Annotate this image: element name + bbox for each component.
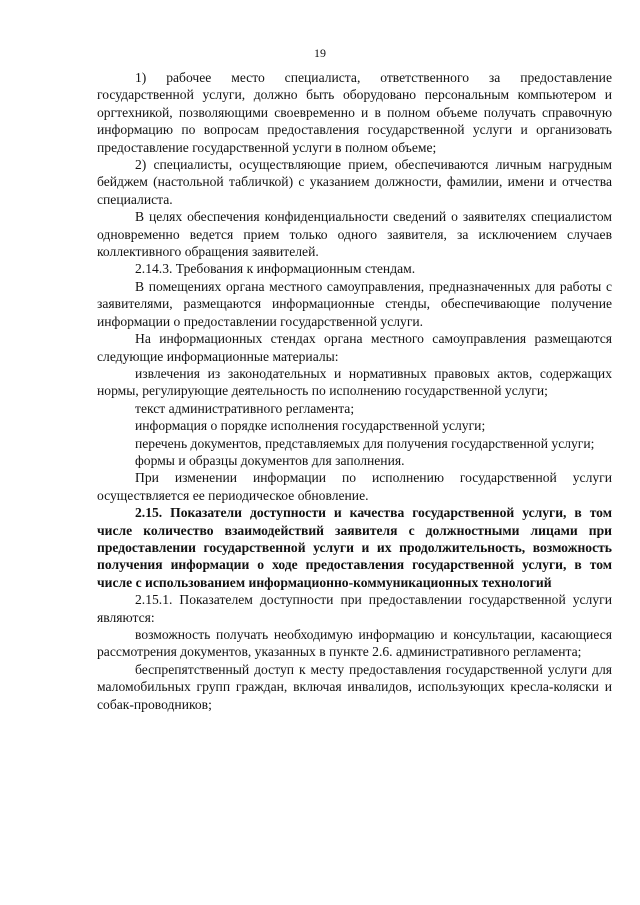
paragraph: На информационных стендах органа местного самоуправления размещаются следующие информационные материалы: bbox=[97, 331, 612, 364]
paragraph: формы и образцы документов для заполнения. bbox=[135, 452, 405, 468]
paragraph: беспрепятственный доступ к месту предоставления государственной услуги для маломобильных групп граждан, включая инвалидов, использующих кресла-коляски и собак-проводников; bbox=[97, 661, 612, 712]
paragraph: перечень документов, представляемых для получения государственной услуги; bbox=[135, 435, 595, 451]
document-body bbox=[97, 69, 612, 713]
paragraph: 1) рабочее место специалиста, ответственного за предоставление государственной услуги, должно быть оборудовано персональным компьютером и оргтехникой, позволяющими своевременно и в полном объеме получать справочную информацию по вопросам предоставления государственной услуги и организовать предоставление государственной услуги в полном объеме; bbox=[97, 70, 612, 155]
page-number: 19 bbox=[314, 46, 326, 60]
paragraph: возможность получать необходимую информацию и консультации, касающиеся рассмотрения документов, указанных в пункте 2.6. административного регламента; bbox=[97, 627, 612, 660]
paragraph: 2) специалисты, осуществляющие прием, обеспечиваются личным нагрудным бейджем (настольной табличкой) с указанием должности, фамилии, имени и отчества специалиста. bbox=[97, 157, 612, 207]
paragraph: 2.14.3. Требования к информационным стендам. bbox=[135, 261, 416, 277]
paragraph: извлечения из законодательных и нормативных правовых актов, содержащих нормы, регулирующие деятельность по исполнению государственной услуги; bbox=[97, 365, 612, 399]
paragraph: В целях обеспечения конфиденциальности сведений о заявителях специалистом одновременно ведется прием только одного заявителя, за исключением случаев коллективного обращения заявителей. bbox=[97, 209, 612, 260]
section-heading: 2.15. Показатели доступности и качества государственной услуги, в том числе количество взаимодействий заявителя с должностными лицами при предоставлении государственной услуги и их продолжительность, возможность получения информации о ходе предоставления государственной услуги, в том числе с использованием информационно-коммуникационных технологий bbox=[97, 505, 612, 590]
paragraph: 2.15.1. Показателем доступности при предоставлении государственной услуги являются: bbox=[97, 592, 612, 625]
paragraph: В помещениях органа местного самоуправления, предназначенных для работы с заявителями, размещаются информационные стенды, обеспечивающие получение информации о предоставлении государственной услуги. bbox=[97, 278, 612, 329]
paragraph: текст административного регламента; bbox=[135, 400, 355, 416]
paragraph: При изменении информации по исполнению государственной услуги осуществляется ее периодическое обновление. bbox=[97, 470, 612, 503]
paragraph: информация о порядке исполнения государственной услуги; bbox=[135, 418, 486, 434]
